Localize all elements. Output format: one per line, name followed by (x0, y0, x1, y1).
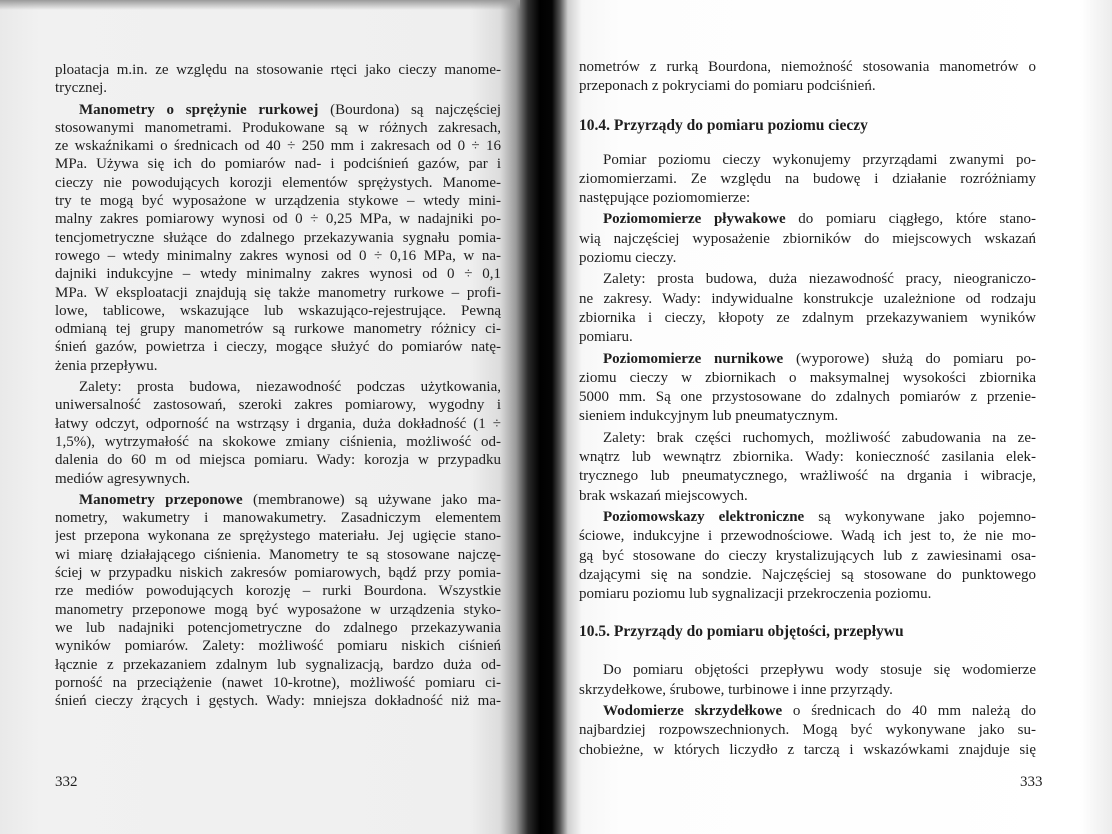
page-number-right: 333 (1020, 774, 1043, 790)
text-line (55, 546, 501, 564)
bold-term: Poziomomierze nurnikowe (603, 350, 784, 367)
line-text: chobieżne, w których liczydło z tarczą i wskazówkami znajduje się (579, 741, 1036, 758)
line-text: łatwy odczyt, odporność na wstrząsy i drgania, duża dokładność (1 ÷ (55, 415, 501, 432)
paragraph (579, 702, 1036, 760)
text-line (579, 369, 1036, 388)
text-line (579, 350, 1036, 369)
line-text: śnień cieczy żrących i gęstych. Wady: mniejsza dokładność niż ma- (55, 693, 501, 710)
page-number-left: 332 (55, 774, 78, 790)
line-text: 1,5%), wytrzymałość na skokowe zmiany ciśnienia, możliwość od- (55, 433, 501, 450)
text-line (55, 137, 501, 155)
right-page-text (579, 58, 1036, 760)
text-line (579, 681, 1036, 700)
text-line (55, 451, 501, 469)
line-text: skrzydełkowe, śrubowe, turbinowe i inne przyrządy. (579, 681, 893, 698)
line-text: rowego – wtedy minimalny zakres wynosi od 0 ÷ 0,16 MPa, w na- (55, 247, 501, 264)
text-line (579, 77, 1036, 96)
scan-top-shadow (0, 0, 520, 10)
line-text: pomiaru poziomu lub sygnalizacji przekroczenia poziomu. (579, 586, 932, 603)
line-text: wi miarę działającego ciśnienia. Manometry te są stosowane najczę- (55, 546, 501, 563)
text-line (579, 290, 1036, 309)
text-line (55, 192, 501, 210)
line-text: stosowanymi manometrami. Produkowane są w różnych zakresach, (55, 119, 501, 136)
text-line (579, 547, 1036, 566)
line-text: wyników pomiarów. Zalety: możliwość pomiaru niskich ciśnień (55, 638, 501, 655)
text-line (55, 619, 501, 637)
line-text: uniwersalność zastosowań, szeroki zakres pomiarowy, wygodny i (55, 397, 501, 414)
text-line (55, 284, 501, 302)
text-line (55, 155, 501, 173)
text-line (579, 741, 1036, 760)
line-text: brak wskazań miejscowych. (579, 487, 748, 504)
text-line (55, 527, 501, 545)
line-text: o średnicach do 40 mm należą do (782, 703, 1036, 720)
line-text: we lub nadajniki potencjometryczne do zdalnego przekazywania (55, 619, 501, 636)
text-line (55, 656, 501, 674)
text-line (55, 79, 501, 97)
text-line (55, 396, 501, 414)
line-text: ne zakresy. Wady: indywidualne konstrukcje uzależnione od rodzaju (579, 290, 1036, 307)
text-line (55, 320, 501, 338)
line-text: wnątrz lub wewnątrz zbiornika. Wady: konieczność zasilania elek- (579, 449, 1036, 466)
paragraph (579, 58, 1036, 97)
line-text: trycznej. (55, 80, 108, 97)
text-line (579, 58, 1036, 77)
text-line (55, 61, 501, 79)
paragraph (55, 491, 501, 711)
text-line (579, 702, 1036, 721)
text-line (55, 415, 501, 433)
line-text: nometrów z rurką Bourdona, niemożność stosowania manometrów o (579, 59, 1036, 75)
line-text: pomiaru. (579, 329, 633, 346)
text-line (55, 119, 501, 137)
text-line (55, 509, 501, 527)
line-text: tencjometryczne służące do zdalnego przekazywania sygnału pomia- (55, 229, 501, 246)
text-line (579, 230, 1036, 249)
text-line (579, 151, 1036, 170)
text-line (579, 527, 1036, 546)
line-text: jest przepona wykonana ze sprężystego materiału. Jej ugięcie stano- (55, 528, 501, 545)
text-line (579, 170, 1036, 189)
line-text: do pomiaru ciągłego, które stano- (785, 211, 1036, 228)
line-text: (wyporowe) służą do pomiaru po- (783, 350, 1036, 367)
line-text: ploatacja m.in. ze względu na stosowanie rtęci jako cieczy manome- (55, 62, 501, 78)
text-line (579, 448, 1036, 467)
line-text: żenia przepływu. (55, 357, 158, 374)
section-heading: 10.4. Przyrządy do pomiaru poziomu cieczy (579, 116, 868, 134)
line-text: odmianą tej grupy manometrów są rurkowe manometry różnicy ci- (55, 321, 501, 338)
paragraph (579, 661, 1036, 700)
line-text: poziomu cieczy. (579, 250, 677, 267)
line-text: cieczy nie powodujących korozji elementów sprężystych. Manome- (55, 174, 501, 191)
text-line (579, 210, 1036, 229)
line-text: są wykonywane jako pojemno- (804, 508, 1036, 525)
text-line (579, 407, 1036, 426)
text-line (579, 487, 1036, 506)
text-line (55, 174, 501, 192)
text-line (55, 637, 501, 655)
text-line (55, 101, 501, 119)
line-text: MPa. Używa się ich do pomiarów nad- i podciśnień gazów, par i (55, 156, 501, 173)
line-text: try te mogą być wyposażone w urządzenia stykowe – wtedy mini- (55, 193, 501, 210)
text-line (579, 508, 1036, 527)
text-line (55, 338, 501, 356)
bold-term: Wodomierze skrzydełkowe (603, 703, 783, 720)
text-line (55, 470, 501, 488)
line-text: dzającymi się na sondzie. Najczęściej są stosowane do punktowego (579, 566, 1036, 583)
text-line (579, 721, 1036, 740)
line-text: lowe, tablicowe, wskazujące lub wskazująco-rejestrujące. Pewną (55, 302, 501, 319)
line-text: najbardziej rozpowszechnionych. Mogą być wykonywane jako su- (579, 722, 1036, 739)
text-line (579, 249, 1036, 268)
paragraph (55, 378, 501, 488)
line-text: wią najczęściej wyposażenie zbiorników do miejscowych wskazań (579, 230, 1036, 247)
text-line (55, 210, 501, 228)
text-line (579, 429, 1036, 448)
paragraph (55, 101, 501, 375)
line-text: ziomu cieczy w zbiornikach o maksymalnej wysokości zbiornika (579, 369, 1036, 386)
text-line (579, 467, 1036, 486)
line-text: Do pomiaru objętości przepływu wody stosuje się wodomierze (603, 662, 1036, 679)
text-line (579, 189, 1036, 208)
line-text: manometry przeponowe mogą być wyposażone w urządzenia styko- (55, 601, 501, 618)
text-line (579, 270, 1036, 289)
line-text: ziomomierzami. Ze względu na budowę i działanie rozróżniamy (579, 170, 1036, 187)
line-text: MPa. W eksploatacji znajdują się także manometry rurkowe – profi- (55, 284, 501, 301)
line-text: rze mediów powodujących korozję – rurki Bourdona. Wszystkie (55, 583, 501, 600)
paragraph (55, 61, 501, 98)
text-line (55, 357, 501, 375)
line-text: gą być stosowane do cieczy krystalizujących lub z zawiesinami osa- (579, 547, 1036, 564)
paragraph (579, 350, 1036, 427)
line-text: łącznie z przekazaniem zdalnym lub sygnalizacją, bardzo duża od- (55, 656, 501, 673)
line-text: (Bourdona) są najczęściej (318, 101, 501, 118)
line-text: Zalety: prosta budowa, niezawodność podczas użytkowania, (79, 379, 501, 396)
text-line (55, 601, 501, 619)
text-line (579, 566, 1036, 585)
line-text: ściej w przypadku niskich zakresów pomiarowych, bądź przy pomia- (55, 565, 501, 582)
line-text: 5000 mm. Są one przystosowane do zdalnych pomiarów z przenie- (579, 389, 1036, 406)
text-line (579, 309, 1036, 328)
text-line (55, 433, 501, 451)
paragraph (579, 429, 1036, 506)
paragraph (579, 151, 1036, 209)
line-text: przeponach z pokryciami do pomiaru podciśnień. (579, 78, 876, 95)
line-text: Zalety: prosta budowa, duża niezawodność pracy, nieograniczo- (603, 271, 1036, 288)
line-text: zbiornika i cieczy, kłopoty ze zdalnym przekazywaniem wyników (579, 309, 1036, 326)
text-line (579, 388, 1036, 407)
text-line (55, 265, 501, 283)
line-text: śnień gazów, powietrza i cieczy, mogące służyć do pomiarów natę- (55, 339, 501, 356)
line-text: ściowe, indukcyjne i przewodnościowe. Wadą ich jest to, że nie mo- (579, 528, 1036, 545)
line-text: dajniki indukcyjne – wtedy minimalny zakres wynosi od 0 ÷ 0,1 (55, 266, 501, 283)
line-text: trycznego lub pneumatycznego, wrażliwość na drgania i wibracje, (579, 468, 1036, 485)
line-text: malny zakres pomiarowy wynosi od 0 ÷ 0,25 MPa, w nadajniki po- (55, 211, 501, 228)
bold-term: Poziomowskazy elektroniczne (603, 508, 805, 525)
line-text: ze wskaźnikami o średnicach od 40 ÷ 250 mm i zakresach od 0 ÷ 16 (55, 138, 501, 155)
text-line (55, 582, 501, 600)
paragraph (579, 270, 1036, 347)
line-text: porność na przeciążenie (nawet 10-krotne), możliwość pomiaru ci- (55, 674, 501, 691)
line-text: mediów agresywnych. (55, 470, 190, 487)
line-text: Zalety: brak części ruchomych, możliwość zabudowania na ze- (603, 429, 1036, 446)
text-line (55, 564, 501, 582)
text-line (579, 661, 1036, 680)
bold-term: Manometry przeponowe (79, 491, 243, 508)
text-line (55, 247, 501, 265)
line-text: sieniem indukcyjnym lub pneumatycznym. (579, 408, 839, 425)
line-text: (membranowe) są używane jako ma- (242, 491, 501, 508)
line-text: dalenia do 60 m od miejsca pomiaru. Wady: korozja w przypadku (55, 452, 501, 469)
text-line (55, 692, 501, 710)
section-heading: 10.5. Przyrządy do pomiaru objętości, przepływu (579, 623, 904, 641)
text-line (579, 585, 1036, 604)
bold-term: Manometry o sprężynie rurkowej (79, 101, 319, 118)
line-text: Pomiar poziomu cieczy wykonujemy przyrządami zwanymi po- (603, 151, 1036, 168)
line-text: następujące poziomomierze: (579, 190, 751, 207)
bold-term: Poziomomierze pływakowe (603, 211, 786, 228)
text-line (55, 674, 501, 692)
line-text: nometry, wakumetry i manowakumetry. Zasadniczym elementem (55, 510, 501, 527)
left-page-text (55, 61, 501, 710)
paragraph (579, 210, 1036, 268)
text-line (55, 302, 501, 320)
text-line (55, 378, 501, 396)
paragraph (579, 508, 1036, 604)
text-line (579, 328, 1036, 347)
text-line (55, 229, 501, 247)
text-line (55, 491, 501, 509)
